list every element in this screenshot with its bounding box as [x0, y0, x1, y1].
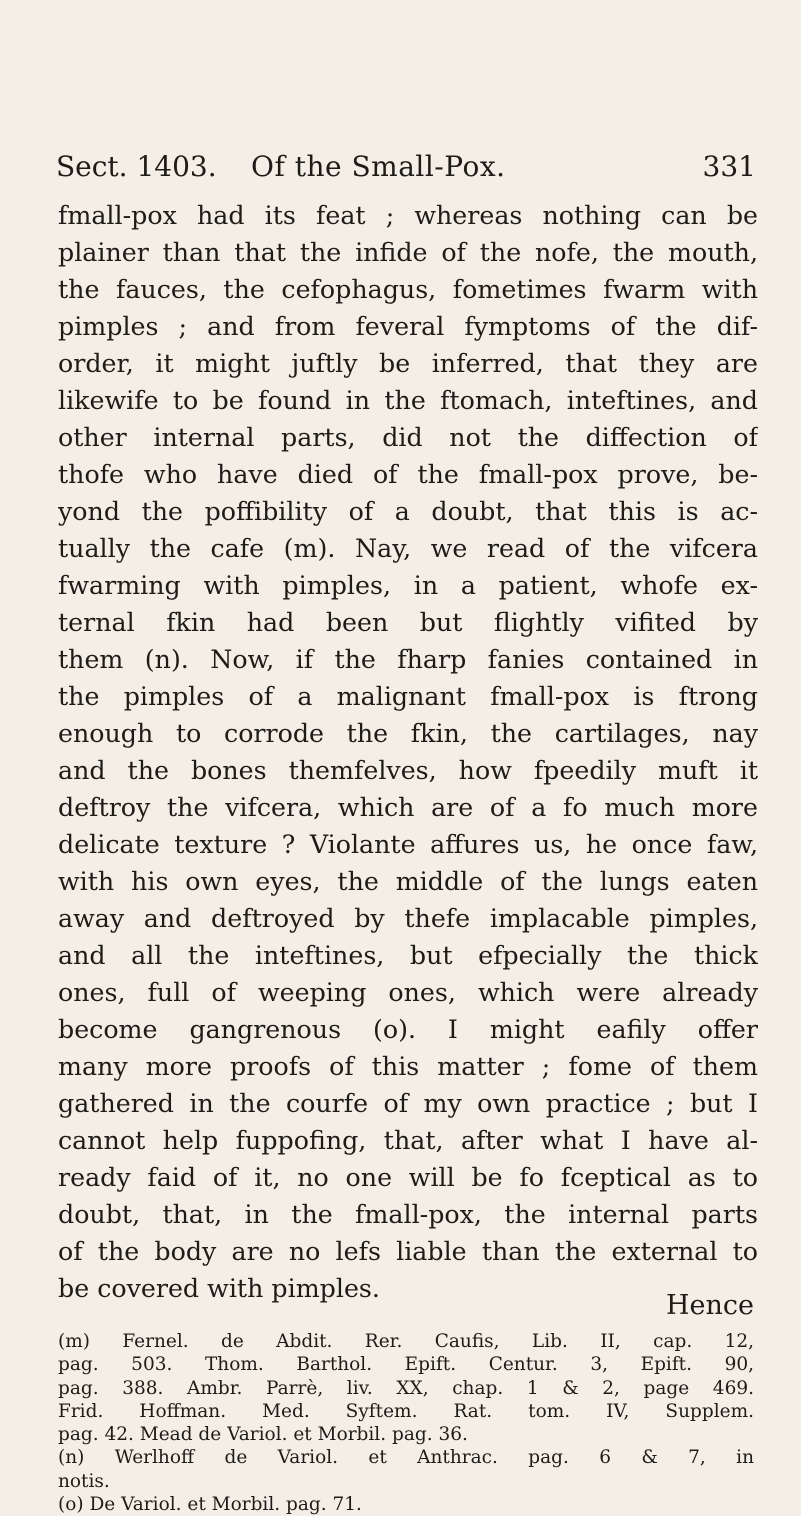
body-line: fmall-pox had its feat ; whereas nothing can be — [58, 201, 758, 230]
body-line: become gangrenous (o). I might eafily offer — [58, 1015, 758, 1044]
body-line: plainer than that the infide of the nofe, the mouth, — [58, 238, 758, 267]
body-line: pimples ; and from feveral fymptoms of the dif- — [58, 312, 758, 341]
body-line: them (n). Now, if the fharp fanies contained in — [58, 645, 758, 674]
body-line: be covered with pimples. — [58, 1274, 380, 1303]
body-line: yond the poffibility of a doubt, that this is ac- — [58, 497, 758, 526]
body-line: deftroy the vifcera, which are of a fo much more — [58, 793, 758, 822]
body-line: and all the inteftines, but efpecially the thick — [58, 941, 758, 970]
body-line: ones, full of weeping ones, which were already — [58, 978, 758, 1007]
body-line: ternal fkin had been but flightly vifited by — [58, 608, 758, 637]
body-line: delicate texture ? Violante affures us, he once faw, — [58, 830, 758, 859]
body-line: of the body are no lefs liable than the external to — [58, 1237, 758, 1266]
body-text — [58, 197, 758, 1307]
body-line: many more proofs of this matter ; fome of them — [58, 1052, 758, 1081]
body-line: thofe who have died of the fmall-pox prove, be- — [58, 460, 758, 489]
footnote-line: pag. 388. Ambr. Parrè, liv. XX, chap. 1 & 2, page 469. — [58, 1377, 754, 1399]
footnote-line: Frid. Hoffman. Med. Syftem. Rat. tom. IV, Supplem. — [58, 1400, 754, 1422]
footnote-line: (n) Werlhoff de Variol. et Anthrac. pag. 6 & 7, in — [58, 1447, 754, 1469]
body-line: cannot help fuppofing, that, after what I have al- — [58, 1126, 758, 1155]
footnotes — [58, 1330, 754, 1516]
body-line: gathered in the courfe of my own practice ; but I — [58, 1089, 758, 1118]
body-line: tually the cafe (m). Nay, we read of the vifcera — [58, 534, 758, 563]
catchword: Hence — [665, 1290, 754, 1321]
section-number: Sect. 1403. — [56, 150, 217, 183]
body-line: other internal parts, did not the diffection of — [58, 423, 758, 452]
footnote-line: pag. 42. Mead de Variol. et Morbil. pag. 36. — [58, 1424, 468, 1446]
body-line: order, it might juftly be inferred, that they are — [58, 349, 758, 378]
body-line: the fauces, the cefophagus, fometimes fwarm with — [58, 275, 758, 304]
footnote-line: (m) Fernel. de Abdit. Rer. Caufis, Lib. II, cap. 12, — [58, 1331, 754, 1352]
body-line: doubt, that, in the fmall-pox, the internal parts — [58, 1200, 758, 1229]
body-line: the pimples of a malignant fmall-pox is ftrong — [58, 682, 758, 711]
body-line: ready faid of it, no one will be fo fceptical as to — [58, 1163, 758, 1192]
body-line: and the bones themfelves, how fpeedily muft it — [58, 756, 758, 785]
body-line: enough to corrode the fkin, the cartilages, nay — [58, 719, 758, 748]
body-line: fwarming with pimples, in a patient, whofe ex- — [58, 571, 758, 600]
footnote-line: (o) De Variol. et Morbil. pag. 71. — [58, 1494, 362, 1516]
footnote-line: notis. — [58, 1470, 110, 1492]
body-line: away and deftroyed by thefe implacable pimples, — [58, 904, 758, 933]
running-header — [56, 150, 756, 194]
footnote-line: pag. 503. Thom. Barthol. Epift. Centur. 3, Epift. 90, — [58, 1354, 754, 1376]
running-title: Of the Small-Pox. — [251, 150, 506, 183]
body-line: likewife to be found in the ftomach, inteftines, and — [58, 386, 758, 415]
page-number: 331 — [702, 150, 756, 183]
body-line: with his own eyes, the middle of the lungs eaten — [58, 867, 758, 896]
